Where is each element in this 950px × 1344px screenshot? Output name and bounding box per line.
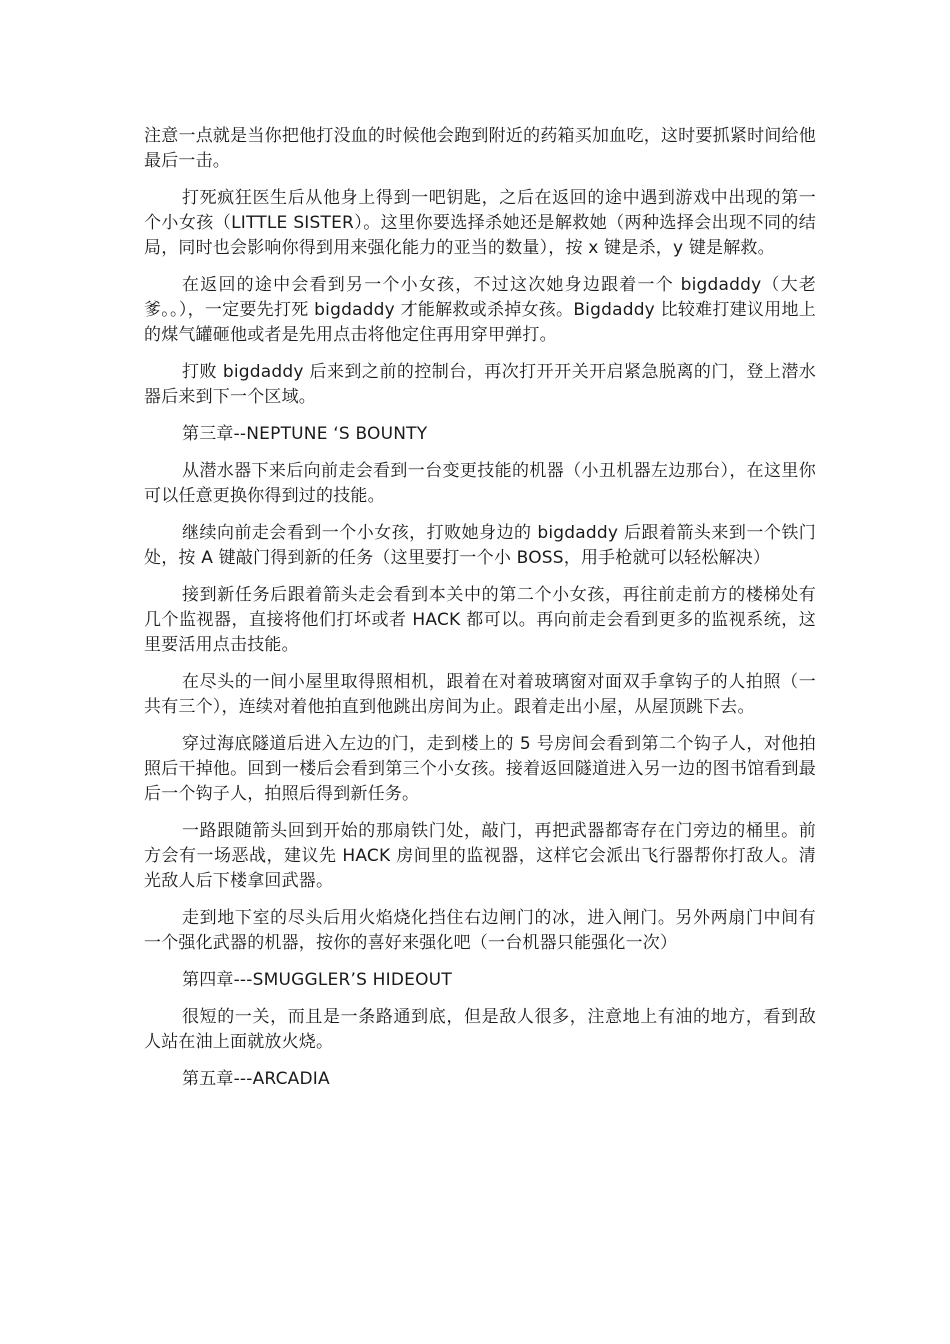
- paragraph-12: 很短的一关，而且是一条路通到底，但是敌人很多，注意地上有油的地方，看到敌人站在油上面就放火烧。: [144, 1007, 816, 1052]
- paragraph-7: 接到新任务后跟着箭头走会看到本关中的第二个小女孩，再往前走前方的楼梯处有几个监视器，直接将他们打坏或者 HACK 都可以。再向前走会看到更多的监视系统，这里要活用点击技能。: [144, 585, 816, 655]
- paragraph-8: 在尽头的一间小屋里取得照相机，跟着在对着玻璃窗对面双手拿钩子的人拍照（一共有三个），连续对着他拍直到他跳出房间为止。跟着走出小屋，从屋顶跳下去。: [144, 672, 816, 717]
- paragraph-10: 一路跟随箭头回到开始的那扇铁门处，敲门，再把武器都寄存在门旁边的桶里。前方会有一场恶战，建议先 HACK 房间里的监视器，这样它会派出飞行器帮你打敌人。清光敌人后下楼拿回武器。: [144, 821, 816, 891]
- chapter-3-heading: 第三章--NEPTUNE ‘S BOUNTY: [182, 424, 428, 444]
- paragraph-11: 走到地下室的尽头后用火焰烧化挡住右边闸门的冰，进入闸门。另外两扇门中间有一个强化武器的机器，按你的喜好来强化吧（一台机器只能强化一次）: [144, 908, 816, 953]
- paragraph-9: 穿过海底隧道后进入左边的门，走到楼上的 5 号房间会看到第二个钩子人，对他拍照后干掉他。回到一楼后会看到第三个小女孩。接着返回隧道进入另一边的图书馆看到最后一个钩子人，拍照后得到新任务。: [144, 734, 816, 804]
- paragraph-6: 继续向前走会看到一个小女孩，打败她身边的 bigdaddy 后跟着箭头来到一个铁门处，按 A 键敲门得到新的任务（这里要打一个小 BOSS，用手枪就可以轻松解决）: [144, 523, 816, 568]
- paragraph-1: 注意一点就是当你把他打没血的时候他会跑到附近的药箱买加血吃，这时要抓紧时间给他最后一击。: [144, 126, 816, 171]
- paragraph-5: 从潜水器下来后向前走会看到一台变更技能的机器（小丑机器左边那台），在这里你可以任意更换你得到过的技能。: [144, 461, 816, 506]
- chapter-5-heading: 第五章---ARCADIA: [182, 1069, 330, 1089]
- paragraph-2: 打死疯狂医生后从他身上得到一吧钥匙，之后在返回的途中遇到游戏中出现的第一个小女孩（LITTLE SISTER）。这里你要选择杀她还是解救她（两种选择会出现不同的结局，同时也会影响你得到用来强化能力的亚当的数量），按 x 键是杀，y 键是解救。: [144, 188, 816, 258]
- paragraph-3: 在返回的途中会看到另一个小女孩，不过这次她身边跟着一个 bigdaddy（大老爹。。），一定要先打死 bigdaddy 才能解救或杀掉女孩。Bigdaddy 比较难打建议用地上的煤气罐砸他或者是先用点击将他定住再用穿甲弹打。: [144, 275, 816, 345]
- document-page: [144, 124, 816, 1104]
- chapter-4-heading: 第四章---SMUGGLER’S HIDEOUT: [182, 970, 452, 990]
- paragraph-4: 打败 bigdaddy 后来到之前的控制台，再次打开开关开启紧急脱离的门，登上潜水器后来到下一个区域。: [144, 362, 816, 407]
